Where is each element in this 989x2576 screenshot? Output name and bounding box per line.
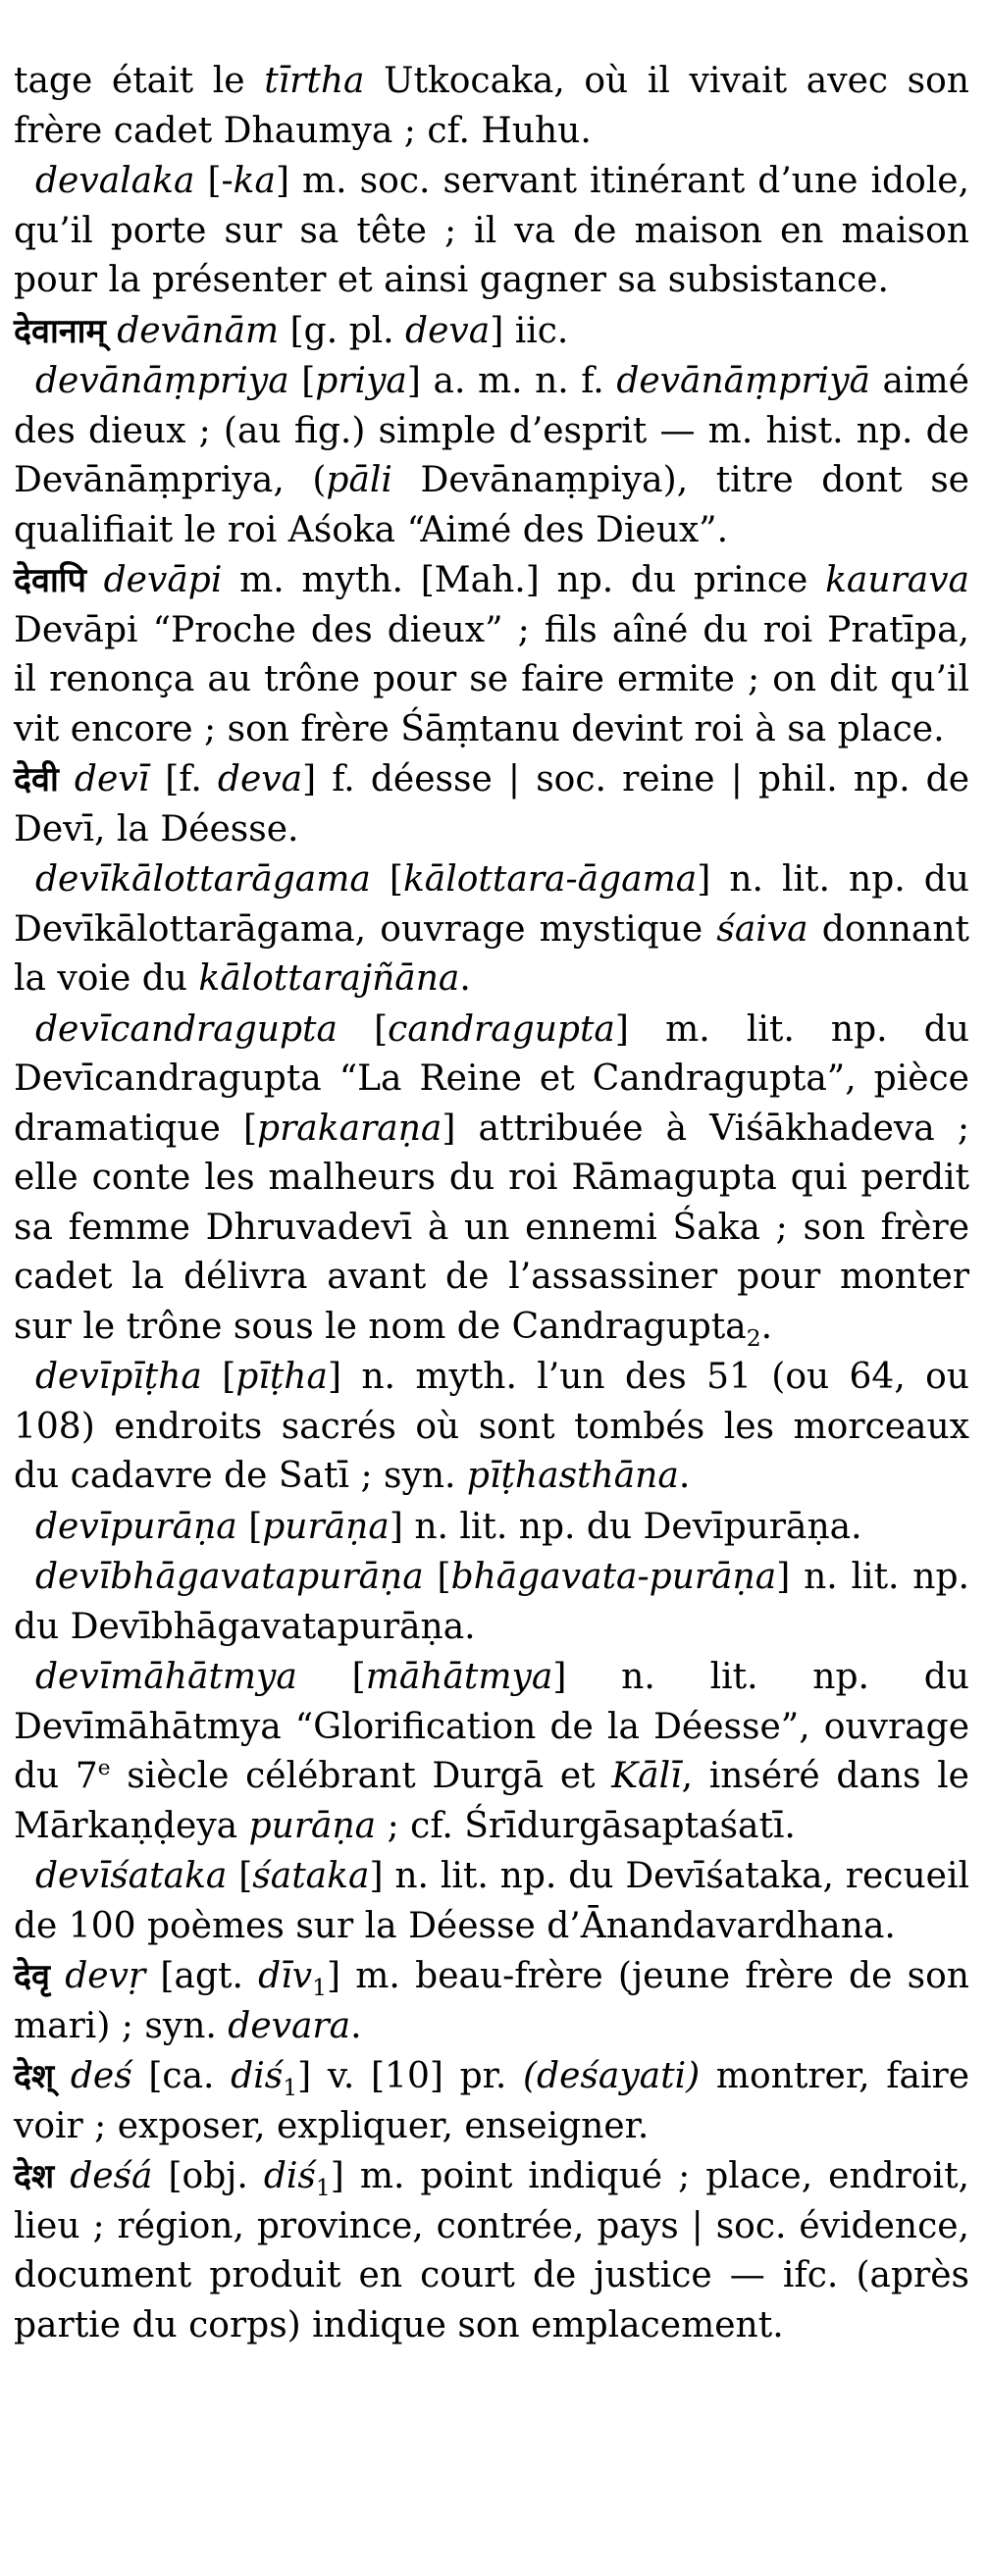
entry-text: [ (201, 1357, 236, 1397)
entry-text: aimé des dieux ; (au fig.) simple d’esprit — m. hist. np. de Devānāṃpriya, ( (14, 361, 969, 500)
entry-text: . (760, 1306, 773, 1347)
dictionary-entry (14, 1005, 969, 1353)
subscript: 1 (283, 2074, 298, 2102)
entry-text: tage était le (14, 61, 265, 101)
italic-term: devānāṃpriya (35, 361, 289, 401)
entry-text: ] n. myth. l’un des 51 (ou 64, ou 108) endroits sacrés où sont tombés les morceaux du cadavre de Satī ; syn. (14, 1357, 969, 1496)
entry-text: Utkocaka, où il vivait avec son frère cadet Dhaumya ; cf. Huhu. (14, 61, 969, 151)
italic-term: bhāgavata-purāṇa (450, 1557, 777, 1597)
entry-text (86, 560, 104, 600)
dictionary-entry (14, 1503, 969, 1553)
italic-term: devīkālottarāgama (35, 859, 371, 900)
italic-term: devīpīṭha (35, 1357, 202, 1397)
devanagari-headword: देश (14, 2157, 55, 2196)
dictionary-entry (14, 1353, 969, 1502)
entry-text: ] n. lit. np. du Devīkālottarāgama, ouvrage mystique (14, 859, 969, 950)
entry-text: ] n. lit. np. du Devīśataka, recueil de 100 poèmes sur la Déesse d’Ānandavardhana. (14, 1856, 969, 1946)
entry-text: siècle célébrant Durgā et (110, 1756, 612, 1796)
entry-text: m. myth. [Mah.] np. du prince (222, 560, 826, 600)
devanagari-headword: देवानाम् (14, 311, 106, 351)
italic-term: dīv (258, 1956, 313, 1996)
italic-term: devalaka (35, 161, 195, 201)
italic-term: devānām (117, 310, 280, 351)
entry-text: [agt. (145, 1956, 259, 1996)
entry-text: donnant la voie du (14, 908, 969, 999)
dictionary-entry (14, 1952, 969, 2051)
entry-text: [ (227, 1856, 253, 1896)
dictionary-entry (14, 2052, 969, 2151)
dictionary-entry (14, 1653, 969, 1851)
entry-text: [obj. (152, 2156, 264, 2196)
devanagari-headword: देवृ (14, 1957, 50, 1996)
italic-term: śataka (252, 1856, 370, 1896)
italic-term: ka (233, 161, 276, 201)
entry-text: ; cf. Śrīdurgāsaptaśatī. (376, 1805, 796, 1846)
dictionary-entry (14, 855, 969, 1005)
italic-term: devī (74, 759, 150, 799)
italic-term: devīmāhātmya (35, 1657, 297, 1697)
italic-term: prakaraṇa (257, 1108, 442, 1149)
entry-text: [- (194, 161, 234, 201)
italic-term: devānāṃpriyā (616, 361, 870, 401)
italic-term: deśá (70, 2156, 153, 2196)
italic-term: pīṭha (235, 1357, 328, 1397)
entry-text: [ (288, 361, 316, 401)
devanagari-headword: देश् (14, 2057, 55, 2096)
subscript: 1 (312, 1974, 327, 2002)
entry-text: [f. (149, 759, 218, 799)
italic-term: diś (231, 2056, 284, 2096)
italic-term: Kālī (611, 1756, 682, 1796)
italic-term: devīpurāṇa (35, 1506, 237, 1547)
entry-text: montrer, faire voir ; exposer, expliquer, enseigner. (14, 2056, 970, 2146)
dictionary-entry (14, 307, 969, 357)
italic-term: diś (263, 2156, 316, 2196)
italic-term: māhātmya (365, 1657, 553, 1697)
entry-text: [ (423, 1557, 451, 1597)
entry-text: ] m. point indiqué ; place, endroit, lieu ; région, province, contrée, pays | soc. évidence, document produit en court de justice — ifc. (après partie du corps) indique son emplacement. (14, 2156, 969, 2345)
entry-text: [ (296, 1657, 366, 1697)
entry-text: ] attribuée à Viśākhadeva ; elle conte les malheurs du roi Rāmagupta qui perdit sa femme Dhruvadevī à un ennemi Śaka ; son frère cadet la délivra avant de l’assassiner pour monter sur le trône sous le nom de Candragupta (14, 1108, 969, 1347)
italic-term: tīrtha (264, 61, 365, 101)
entry-text: ] iic. (490, 310, 569, 351)
italic-term: deva (217, 759, 303, 799)
entry-text: ] m. soc. servant itinérant d’une idole, qu’il porte sur sa tête ; il va de maison en maison pour la présenter et ainsi gagner sa subsistance. (14, 161, 970, 300)
italic-term: devāpi (103, 560, 223, 600)
italic-term: devṛ (65, 1956, 146, 1996)
entry-text: , inséré dans le Mārkaṇḍeya (14, 1756, 969, 1846)
entry-continuation (14, 57, 969, 156)
entry-text: [ (236, 1506, 263, 1547)
entry-text: ] f. déesse | soc. reine | phil. np. de Devī, la Déesse. (14, 759, 969, 850)
entry-text: ] m. lit. np. du Devīcandragupta “La Reine et Candragupta”, pièce dramatique [ (14, 1008, 969, 1149)
italic-term: devara (228, 2005, 351, 2046)
subscript: 2 (746, 1323, 761, 1352)
superscript: e (97, 1756, 111, 1780)
entry-text: [ca. (131, 2056, 232, 2096)
italic-term: purāṇa (248, 1805, 377, 1846)
italic-term: deś (70, 2056, 132, 2096)
dictionary-entry (14, 556, 969, 754)
entry-text: . (350, 2005, 362, 2046)
italic-term: pīṭhasthāna (466, 1456, 679, 1496)
entry-text: ] a. m. n. f. (406, 361, 617, 401)
devanagari-headword: देवापि (14, 561, 86, 600)
entry-text: ] m. beau-frère (jeune frère de son mari) ; syn. (14, 1956, 969, 2046)
entry-text (106, 311, 117, 351)
italic-term: priya (315, 361, 407, 401)
dictionary-entry (14, 755, 969, 854)
italic-term: devībhāgavatapurāṇa (35, 1557, 424, 1597)
entry-text: [g. pl. (279, 310, 406, 351)
italic-term: candragupta (388, 1008, 615, 1050)
italic-term: (deśayati) (523, 2056, 701, 2096)
entry-text: [ (337, 1008, 389, 1050)
entry-text: . (459, 958, 471, 999)
entry-text: ] n. lit. np. du Devībhāgavatapurāṇa. (14, 1557, 969, 1647)
dictionary-entry (14, 1553, 969, 1652)
italic-term: deva (405, 310, 491, 351)
entry-text: ] v. [10] pr. (297, 2056, 524, 2096)
italic-term: śaiva (716, 908, 808, 950)
entry-text: ] n. lit. np. du Devīmāhātmya “Glorification de la Déesse”, ouvrage du 7 (14, 1657, 969, 1796)
dictionary-entry (14, 357, 969, 555)
italic-term: devīcandragupta (35, 1008, 338, 1050)
italic-term: kaurava (825, 560, 969, 600)
entry-text (54, 2056, 71, 2096)
italic-term: pāli (326, 460, 392, 500)
dictionary-entry (14, 2152, 969, 2350)
dictionary-entry (14, 157, 969, 306)
dictionary-entry (14, 1852, 969, 1951)
entry-text: ] n. lit. np. du Devīpurāṇa. (389, 1506, 862, 1547)
entry-text (59, 759, 75, 799)
italic-term: devīśataka (35, 1856, 228, 1896)
devanagari-headword: देवी (14, 760, 59, 799)
entry-text: Devānaṃpiya), titre dont se qualifiait le roi Aśoka “Aimé des Dieux”. (14, 460, 969, 550)
entry-text: [ (370, 859, 403, 900)
italic-term: kālottara-āgama (402, 859, 698, 900)
subscript: 1 (315, 2174, 331, 2202)
entry-text: . (678, 1456, 691, 1496)
entry-text (50, 1956, 65, 1996)
entry-text (54, 2156, 70, 2196)
italic-term: kālottarajñāna (198, 958, 460, 999)
italic-term: purāṇa (262, 1506, 390, 1547)
entry-text: Devāpi “Proche des dieux” ; fils aîné du roi Pratīpa, il renonça au trône pour se faire ermite ; on dit qu’il vit encore ; son frère Śāṃtanu devint roi à sa place. (14, 609, 969, 749)
